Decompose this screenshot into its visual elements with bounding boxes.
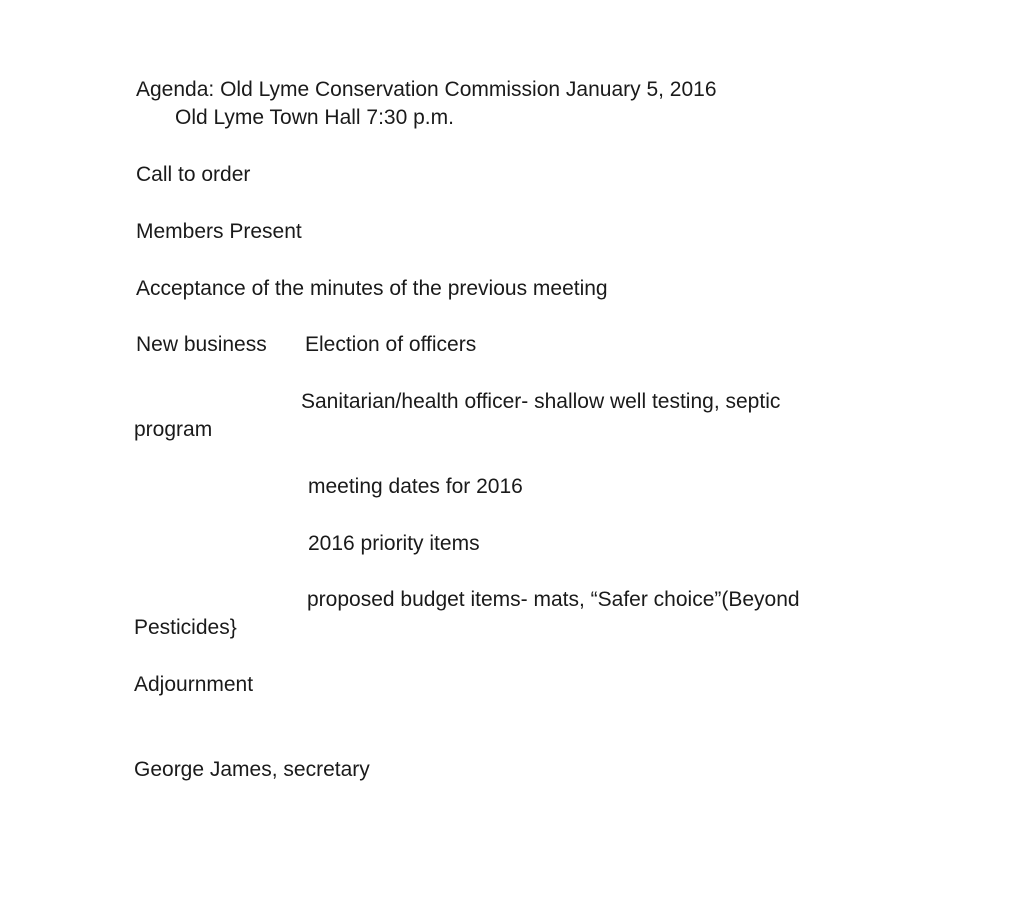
agenda-item-call-to-order: Call to order [136,163,251,186]
new-business-meeting-dates: meeting dates for 2016 [308,475,523,498]
new-business-sanitarian-line2: program [134,418,213,441]
agenda-item-acceptance-of-minutes: Acceptance of the minutes of the previous meeting [136,277,608,300]
new-business-budget-line1: proposed budget items- mats, “Safer choice”(Beyond [307,588,800,611]
new-business-priority-items: 2016 priority items [308,532,480,555]
agenda-item-adjournment: Adjournment [134,673,254,696]
new-business-sanitarian-line1: Sanitarian/health officer- shallow well testing, septic [301,390,781,413]
secretary-signature: George James, secretary [134,758,370,781]
agenda-item-new-business-label: New business [136,333,267,356]
meeting-location-time: Old Lyme Town Hall 7:30 p.m. [175,106,454,129]
agenda-title: Agenda: Old Lyme Conservation Commission January 5, 2016 [136,78,717,101]
new-business-budget-line2: Pesticides} [134,616,237,639]
new-business-election-of-officers: Election of officers [305,333,477,356]
agenda-item-members-present: Members Present [136,220,302,243]
